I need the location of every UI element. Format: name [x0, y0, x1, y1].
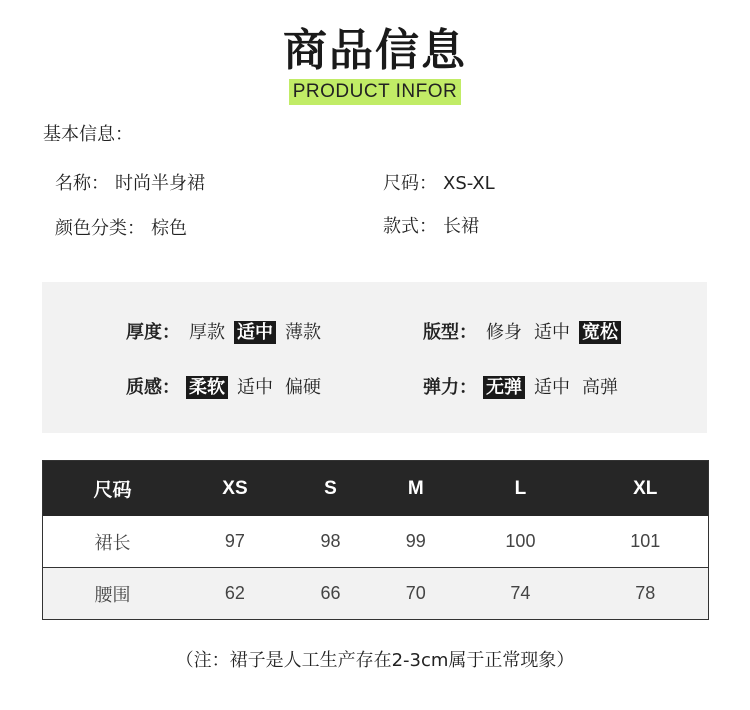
table-cell: 70 — [373, 568, 458, 620]
attr-texture-option-selected: 柔软 — [186, 376, 228, 399]
attr-elasticity-label: 弹力： — [423, 377, 477, 398]
info-size-label: 尺码： — [383, 173, 437, 194]
footnote: （注：裙子是人工生产存在2-3cm属于正常现象） — [175, 650, 575, 671]
table-cell: 62 — [182, 568, 288, 620]
size-table-header: 尺码 — [43, 461, 183, 517]
attr-texture — [126, 373, 330, 399]
page-title: 商品信息 — [283, 25, 467, 76]
attr-texture-option: 偏硬 — [285, 377, 321, 398]
attr-thickness-option: 薄款 — [285, 322, 321, 343]
attr-elasticity-option: 高弹 — [582, 377, 618, 398]
table-cell: 100 — [458, 516, 582, 568]
page-subtitle: PRODUCT INFOR — [289, 79, 461, 105]
size-table — [42, 460, 709, 620]
info-style-value: 长裙 — [443, 216, 479, 237]
table-cell: 74 — [458, 568, 582, 620]
info-color-label: 颜色分类： — [55, 218, 145, 239]
attr-texture-option: 适中 — [237, 377, 273, 398]
table-row — [43, 568, 709, 620]
table-cell: 78 — [582, 568, 708, 620]
attr-elasticity — [423, 373, 627, 399]
table-cell: 98 — [288, 516, 373, 568]
attr-elasticity-option: 适中 — [534, 377, 570, 398]
size-table-header: L — [458, 461, 582, 517]
info-name — [55, 169, 205, 195]
info-style-label: 款式： — [383, 216, 437, 237]
attr-thickness — [126, 318, 330, 344]
info-color-value: 棕色 — [151, 218, 187, 239]
attr-elasticity-option-selected: 无弹 — [483, 376, 525, 399]
table-cell: 97 — [182, 516, 288, 568]
size-table-header-row — [43, 461, 709, 517]
attr-fit-label: 版型： — [423, 322, 477, 343]
info-style — [383, 212, 479, 238]
attr-thickness-option-selected: 适中 — [234, 321, 276, 344]
attr-fit-option: 适中 — [534, 322, 570, 343]
size-table-header: M — [373, 461, 458, 517]
table-cell: 66 — [288, 568, 373, 620]
attr-fit — [423, 318, 627, 344]
row-label-length: 裙长 — [43, 516, 183, 568]
attr-thickness-label: 厚度： — [126, 322, 180, 343]
row-label-waist: 腰围 — [43, 568, 183, 620]
attr-fit-option: 修身 — [486, 322, 522, 343]
table-cell: 99 — [373, 516, 458, 568]
size-table-header: S — [288, 461, 373, 517]
basic-info-heading: 基本信息： — [43, 124, 133, 145]
attr-fit-option-selected: 宽松 — [579, 321, 621, 344]
info-size — [383, 169, 495, 195]
size-table-header: XL — [582, 461, 708, 517]
table-row — [43, 516, 709, 568]
info-name-label: 名称： — [55, 173, 109, 194]
info-name-value: 时尚半身裙 — [115, 173, 205, 194]
info-color — [55, 214, 187, 240]
attr-texture-label: 质感： — [126, 377, 180, 398]
table-cell: 101 — [582, 516, 708, 568]
size-table-header: XS — [182, 461, 288, 517]
attributes-panel — [42, 282, 707, 433]
subtitle-wrap — [0, 79, 750, 105]
attr-thickness-option: 厚款 — [189, 322, 225, 343]
info-size-value: XS-XL — [443, 173, 495, 194]
